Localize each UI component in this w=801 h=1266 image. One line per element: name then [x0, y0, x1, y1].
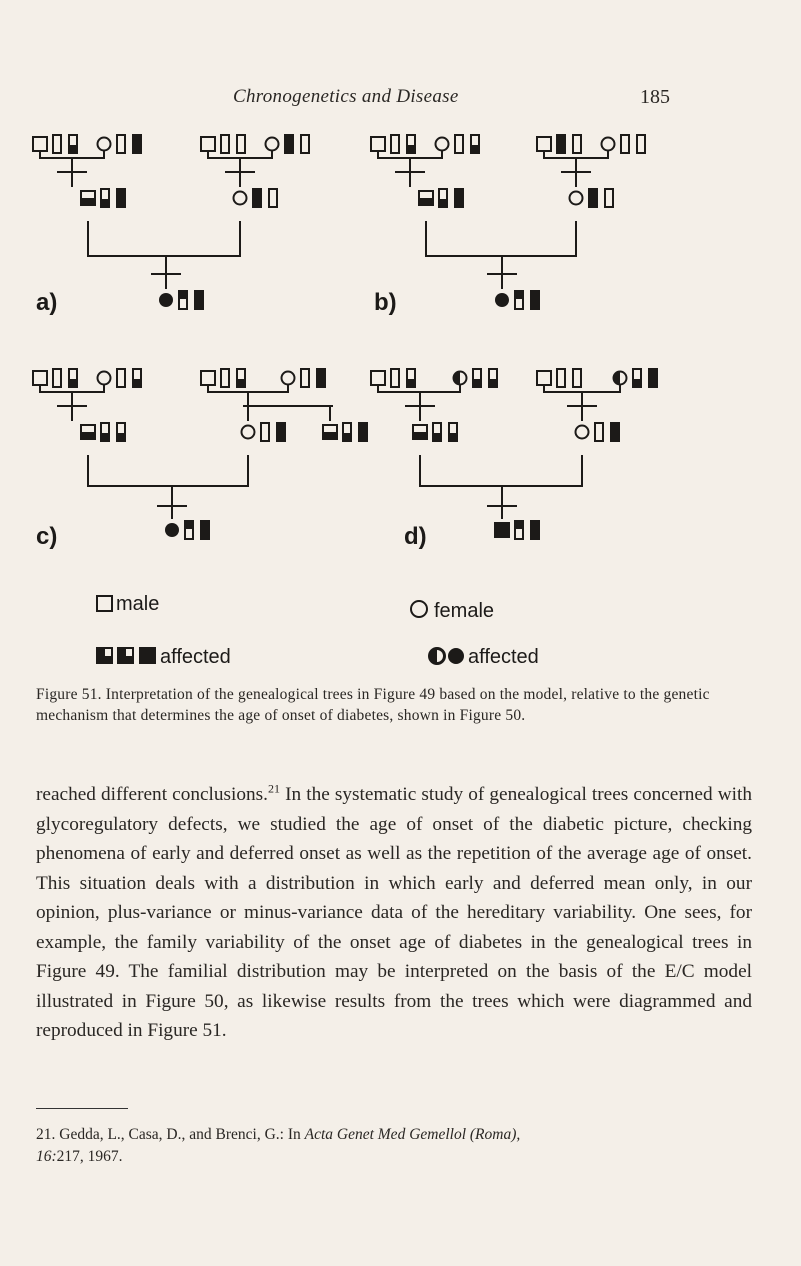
panel-label-a: a) — [36, 289, 58, 316]
male-partial-affected-icon — [118, 648, 133, 663]
footnote-journal: Acta Genet Med Gemellol (Roma), — [304, 1126, 521, 1143]
footnote-number: 21. — [36, 1126, 56, 1143]
body-paragraph — [36, 780, 752, 1046]
footnote-authors: Gedda, L., Casa, D., and Brenci, G.: In — [59, 1126, 301, 1143]
female-affected-icon — [448, 648, 464, 664]
pedigree-panel-d — [371, 369, 657, 539]
panel-label-b: b) — [374, 289, 397, 316]
pedigree-figure — [0, 120, 801, 680]
pedigree-panel-b — [371, 135, 645, 309]
figure-caption — [36, 684, 746, 726]
female-half-affected-icon — [429, 648, 445, 664]
panel-label-c: c) — [36, 523, 58, 550]
body-text-rest: In the systematic study of genealogical trees concerned with glycoregulatory defects, we studied the age of onset of the diabetic picture, checking phenomena of early and deferred onset as well as the repetition of the average age of onset. This situation deals with a distribution in which early and deferred mean only, in our opinion, plus-variance or minus-variance data of the hereditary variability. One sees, for example, the family variability of the onset age of diabetes in the genealogical trees in Figure 49. The familial distribution may be interpreted on the basis of the E/C model illustrated in Figure 50, as likewise results from the trees which were diagrammed and reproduced in Figure 51. — [36, 784, 752, 1041]
male-half-affected-icon — [97, 648, 112, 663]
panel-label-d: d) — [404, 523, 427, 550]
footnote-pages: 217, 1967. — [56, 1148, 123, 1165]
page-header — [0, 86, 801, 114]
legend-female-label: female — [434, 600, 495, 622]
footnote-divider — [36, 1108, 128, 1109]
female-circle-icon — [411, 601, 427, 617]
caption-text: Interpretation of the genealogical trees in Figure 49 based on the model, relative to the genetic mechanism that determines the age of onset of diabetes, shown in Figure 50. — [36, 686, 710, 724]
footnote-volume: 16: — [36, 1148, 57, 1165]
legend-male-label: male — [116, 593, 160, 615]
body-text-start: reached different conclusions. — [36, 784, 268, 805]
running-title: Chronogenetics and Disease — [233, 86, 459, 107]
footnote — [36, 1124, 752, 1168]
figure-legend — [97, 593, 539, 668]
page-number: 185 — [640, 86, 670, 108]
caption-label: Figure 51. — [36, 686, 102, 703]
male-affected-icon — [140, 648, 155, 663]
footnote-reference: 21 — [268, 781, 280, 796]
pedigree-panel-a — [33, 135, 309, 309]
legend-male-affected-label: affected — [160, 646, 231, 668]
legend-female-affected-label: affected — [468, 646, 539, 668]
pedigree-panel-c — [33, 369, 367, 539]
male-square-icon — [97, 596, 112, 611]
